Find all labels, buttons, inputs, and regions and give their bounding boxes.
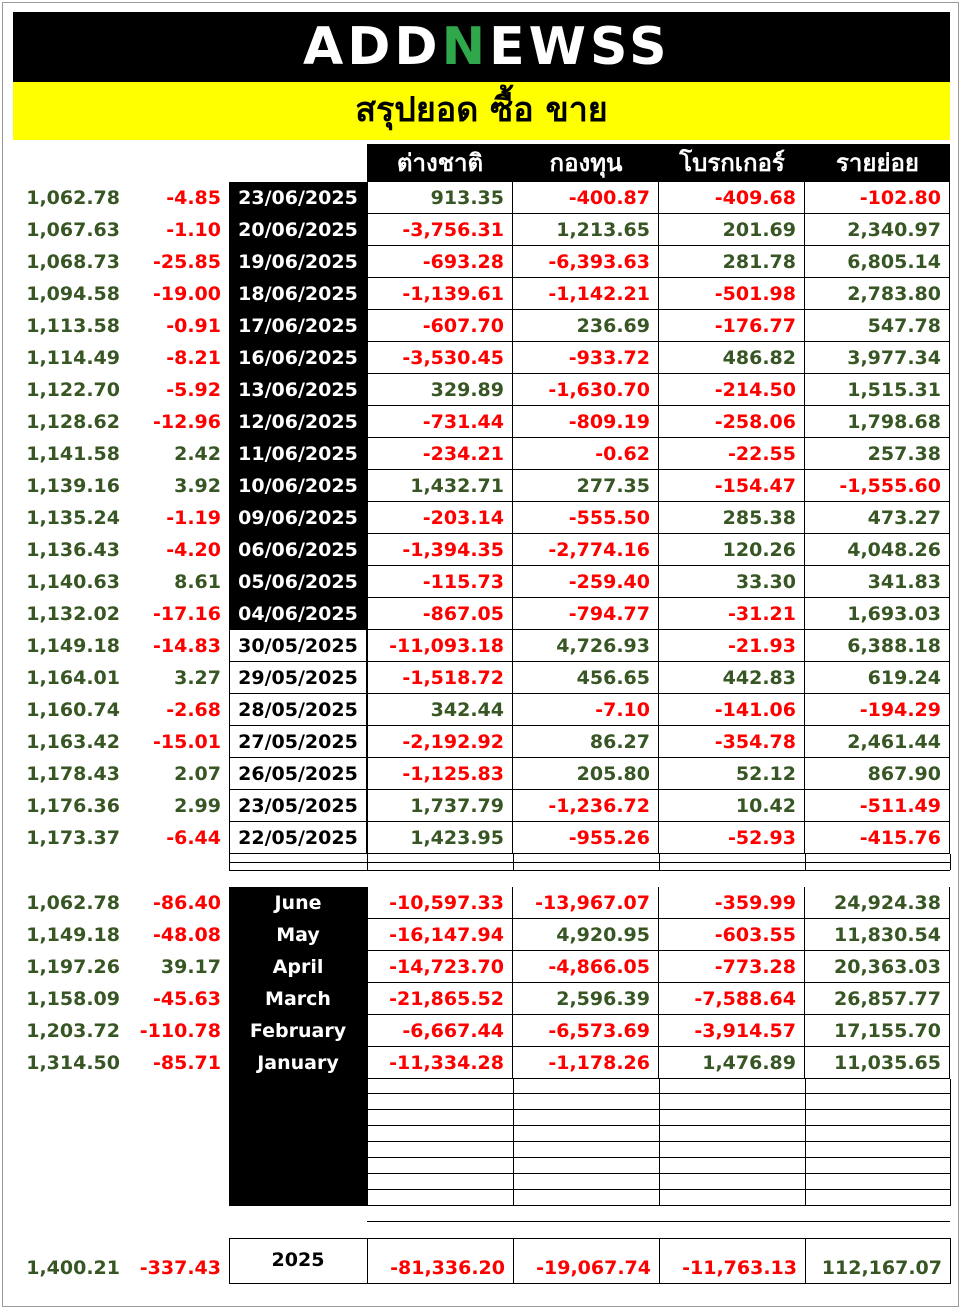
retail-value: -415.76 [805,822,950,854]
table-row [0,1047,964,1079]
set-change-value: -337.43 [139,1257,221,1279]
row-label: 30/05/2025 [229,630,367,662]
table-row [0,470,964,502]
column-header-retail: รายย่อย [805,144,950,182]
row-label: 12/06/2025 [229,406,367,438]
table-row [0,310,964,342]
set-change-value: -1.19 [166,507,221,529]
row-label: 05/06/2025 [229,566,367,598]
row-label: 09/06/2025 [229,502,367,534]
set-change-value: -0.91 [166,315,221,337]
table-row [0,1015,964,1047]
set-change-value: -45.63 [153,988,221,1010]
retail-value: 473.27 [805,502,950,534]
year-label: 2025 [271,1249,325,1271]
blank-row-divider [367,854,368,870]
fund-value: -794.77 [513,598,659,630]
title-bar [13,82,950,140]
row-label: 04/06/2025 [229,598,367,630]
foreign-value: -1,394.35 [367,534,513,566]
foreign-value: 329.89 [367,374,513,406]
retail-value: 24,924.38 [805,887,950,919]
set-index-value: 1,062.78 [26,892,120,914]
set-index-value: 1,132.02 [26,603,120,625]
table-row [0,662,964,694]
fund-value: -555.50 [513,502,659,534]
set-change-value: -19.00 [153,283,221,305]
row-label: 20/06/2025 [229,214,367,246]
row-label: June [229,887,367,919]
set-index-value: 1,094.58 [26,283,120,305]
empty-grid-divider [659,1079,660,1206]
foreign-value: -731.44 [367,406,513,438]
foreign-value: -607.70 [367,310,513,342]
set-index-value: 1,203.72 [26,1020,120,1042]
fund-value: -0.62 [513,438,659,470]
set-change-value: 2.07 [174,763,221,785]
table-row [0,598,964,630]
retail-value: 6,388.18 [805,630,950,662]
broker-value: 1,476.89 [659,1047,805,1079]
broker-value: -354.78 [659,726,805,758]
set-index-value: 1,197.26 [26,956,120,978]
page-title: สรุปยอด ซื้อ ขาย [355,90,608,130]
set-index-value: 1,068.73 [26,251,120,273]
set-index-value: 1,164.01 [26,667,120,689]
fund-value: -13,967.07 [513,887,659,919]
retail-value: 619.24 [805,662,950,694]
table-row [0,758,964,790]
row-label: 26/05/2025 [229,758,367,790]
set-change-value: -110.78 [139,1020,221,1042]
fund-value: 277.35 [513,470,659,502]
blank-row-divider [659,854,660,870]
table-row [0,822,964,854]
foreign-value: -21,865.52 [367,983,513,1015]
set-index-value: 1,128.62 [26,411,120,433]
blank-row-line [229,870,950,871]
blank-row-divider [513,854,514,870]
empty-grid-divider [950,1079,951,1206]
set-index-value: 1,163.42 [26,731,120,753]
retail-value: 6,805.14 [805,246,950,278]
set-change-value: -4.85 [166,187,221,209]
broker-value: 10.42 [659,790,805,822]
fund-value: -6,393.63 [513,246,659,278]
row-label: 23/05/2025 [229,790,367,822]
set-index-value: 1,400.21 [26,1257,120,1279]
set-change-value: -12.96 [153,411,221,433]
set-index-value: 1,176.36 [26,795,120,817]
set-change-value: 2.99 [174,795,221,817]
retail-value: 1,693.03 [805,598,950,630]
broker-value: 486.82 [659,342,805,374]
set-change-value: -25.85 [153,251,221,273]
foreign-value: 1,423.95 [367,822,513,854]
table-row [0,438,964,470]
set-change-value: -86.40 [153,892,221,914]
blank-row-line [229,862,950,863]
broker-value: -31.21 [659,598,805,630]
set-change-value: 2.42 [174,443,221,465]
broker-value: -501.98 [659,278,805,310]
fund-value: 236.69 [513,310,659,342]
retail-value: 2,461.44 [805,726,950,758]
set-index-value: 1,173.37 [26,827,120,849]
fund-value: -259.40 [513,566,659,598]
set-index-value: 1,149.18 [26,635,120,657]
retail-value: -1,555.60 [805,470,950,502]
broker-value: -176.77 [659,310,805,342]
empty-grid-divider [805,1079,806,1206]
empty-grid-divider [367,1079,368,1206]
set-index-value: 1,067.63 [26,219,120,241]
foreign-value: -81,336.20 [390,1257,505,1279]
retail-value: 112,167.07 [821,1257,942,1279]
yearly-row [0,1249,964,1284]
broker-value: -773.28 [659,951,805,983]
fund-value: 205.80 [513,758,659,790]
broker-value: -258.06 [659,406,805,438]
retail-value: 2,783.80 [805,278,950,310]
broker-value: -11,763.13 [682,1257,797,1279]
table-row [0,214,964,246]
retail-value: 17,155.70 [805,1015,950,1047]
fund-value: -1,178.26 [513,1047,659,1079]
table-row [0,566,964,598]
set-change-value: -8.21 [166,347,221,369]
foreign-value: -3,756.31 [367,214,513,246]
set-change-value: -48.08 [153,924,221,946]
table-row [0,726,964,758]
row-label: March [229,983,367,1015]
set-index-value: 1,149.18 [26,924,120,946]
broker-value: -409.68 [659,182,805,214]
foreign-value: -11,093.18 [367,630,513,662]
table-row [0,502,964,534]
retail-value: -511.49 [805,790,950,822]
row-label: 10/06/2025 [229,470,367,502]
foreign-value: -203.14 [367,502,513,534]
foreign-value: -1,518.72 [367,662,513,694]
retail-value: -194.29 [805,694,950,726]
foreign-value: -2,192.92 [367,726,513,758]
broker-value: 442.83 [659,662,805,694]
fund-value: -2,774.16 [513,534,659,566]
broker-value: -359.99 [659,887,805,919]
broker-value: -21.93 [659,630,805,662]
broker-value: -3,914.57 [659,1015,805,1047]
row-label: 13/06/2025 [229,374,367,406]
set-index-value: 1,139.16 [26,475,120,497]
row-label: May [229,919,367,951]
fund-value: -933.72 [513,342,659,374]
fund-value: -4,866.05 [513,951,659,983]
foreign-value: -115.73 [367,566,513,598]
fund-value: 2,596.39 [513,983,659,1015]
row-label: 19/06/2025 [229,246,367,278]
broker-value: 281.78 [659,246,805,278]
retail-value: 2,340.97 [805,214,950,246]
set-index-value: 1,062.78 [26,187,120,209]
broker-value: -141.06 [659,694,805,726]
table-row [0,342,964,374]
set-index-value: 1,140.63 [26,571,120,593]
foreign-value: -10,597.33 [367,887,513,919]
set-index-value: 1,135.24 [26,507,120,529]
row-label: 28/05/2025 [229,694,367,726]
foreign-value: -14,723.70 [367,951,513,983]
retail-value: 257.38 [805,438,950,470]
fund-value: 86.27 [513,726,659,758]
table-row [0,406,964,438]
column-header-fund: กองทุน [513,144,659,182]
table-row [0,630,964,662]
set-index-value: 1,178.43 [26,763,120,785]
row-label: January [229,1047,367,1079]
foreign-value: -16,147.94 [367,919,513,951]
column-header-foreign: ต่างชาติ [367,144,513,182]
set-index-value: 1,160.74 [26,699,120,721]
set-change-value: 3.27 [174,667,221,689]
set-change-value: 3.92 [174,475,221,497]
retail-value: 20,363.03 [805,951,950,983]
row-label: 16/06/2025 [229,342,367,374]
row-label: 22/05/2025 [229,822,367,854]
fund-value: 456.65 [513,662,659,694]
fund-value: -19,067.74 [536,1257,651,1279]
set-change-value: -6.44 [166,827,221,849]
blank-row-divider [805,854,806,870]
row-label: 17/06/2025 [229,310,367,342]
set-change-value: 39.17 [160,956,221,978]
retail-value: 11,830.54 [805,919,950,951]
set-index-value: 1,136.43 [26,539,120,561]
set-index-value: 1,158.09 [26,988,120,1010]
table-row [0,374,964,406]
table-row [0,278,964,310]
row-label: 11/06/2025 [229,438,367,470]
set-change-value: -14.83 [153,635,221,657]
foreign-value: -1,139.61 [367,278,513,310]
retail-value: 341.83 [805,566,950,598]
set-change-value: -1.10 [166,219,221,241]
table-row [0,694,964,726]
foreign-value: -3,530.45 [367,342,513,374]
empty-grid-line [367,1221,950,1222]
table-row [0,790,964,822]
set-index-value: 1,122.70 [26,379,120,401]
table-row [0,983,964,1015]
set-index-value: 1,314.50 [26,1052,120,1074]
set-change-value: -5.92 [166,379,221,401]
blank-row-divider [950,854,951,870]
fund-value: -955.26 [513,822,659,854]
broker-value: -7,588.64 [659,983,805,1015]
header-banner [13,12,950,82]
fund-value: -1,630.70 [513,374,659,406]
table-row [0,246,964,278]
table-row [0,534,964,566]
table-row [0,887,964,919]
fund-value: 1,213.65 [513,214,659,246]
fund-value: 4,920.95 [513,919,659,951]
retail-value: -102.80 [805,182,950,214]
retail-value: 11,035.65 [805,1047,950,1079]
row-label: February [229,1015,367,1047]
table-row [0,951,964,983]
row-label: 29/05/2025 [229,662,367,694]
row-label: 23/06/2025 [229,182,367,214]
broker-value: -603.55 [659,919,805,951]
foreign-value: 1,432.71 [367,470,513,502]
retail-value: 1,515.31 [805,374,950,406]
broker-value: -154.47 [659,470,805,502]
foreign-value: 913.35 [367,182,513,214]
table-row [0,182,964,214]
retail-value: 547.78 [805,310,950,342]
retail-value: 867.90 [805,758,950,790]
broker-value: 285.38 [659,502,805,534]
broker-value: -52.93 [659,822,805,854]
fund-value: -6,573.69 [513,1015,659,1047]
foreign-value: -11,334.28 [367,1047,513,1079]
retail-value: 3,977.34 [805,342,950,374]
row-label: 18/06/2025 [229,278,367,310]
row-label: 27/05/2025 [229,726,367,758]
fund-value: -400.87 [513,182,659,214]
broker-value: 201.69 [659,214,805,246]
foreign-value: 342.44 [367,694,513,726]
column-header-broker: โบรกเกอร์ [659,144,805,182]
set-index-value: 1,114.49 [26,347,120,369]
row-label: 06/06/2025 [229,534,367,566]
broker-value: -214.50 [659,374,805,406]
retail-value: 1,798.68 [805,406,950,438]
foreign-value: -867.05 [367,598,513,630]
foreign-value: -6,667.44 [367,1015,513,1047]
fund-value: -809.19 [513,406,659,438]
fund-value: -1,142.21 [513,278,659,310]
foreign-value: -1,125.83 [367,758,513,790]
set-index-value: 1,141.58 [26,443,120,465]
broker-value: -22.55 [659,438,805,470]
brand-logo: ADDNEWSS [303,17,671,77]
fund-value: -7.10 [513,694,659,726]
empty-grid-divider [513,1079,514,1206]
retail-value: 4,048.26 [805,534,950,566]
table-row [0,919,964,951]
foreign-value: -693.28 [367,246,513,278]
blank-row-divider [229,854,230,870]
set-change-value: -4.20 [166,539,221,561]
broker-value: 33.30 [659,566,805,598]
broker-value: 120.26 [659,534,805,566]
set-index-value: 1,113.58 [26,315,120,337]
fund-value: 4,726.93 [513,630,659,662]
retail-value: 26,857.77 [805,983,950,1015]
broker-value: 52.12 [659,758,805,790]
set-change-value: -15.01 [153,731,221,753]
set-change-value: -2.68 [166,699,221,721]
set-change-value: 8.61 [174,571,221,593]
foreign-value: 1,737.79 [367,790,513,822]
row-label: April [229,951,367,983]
set-change-value: -85.71 [153,1052,221,1074]
fund-value: -1,236.72 [513,790,659,822]
foreign-value: -234.21 [367,438,513,470]
set-change-value: -17.16 [153,603,221,625]
